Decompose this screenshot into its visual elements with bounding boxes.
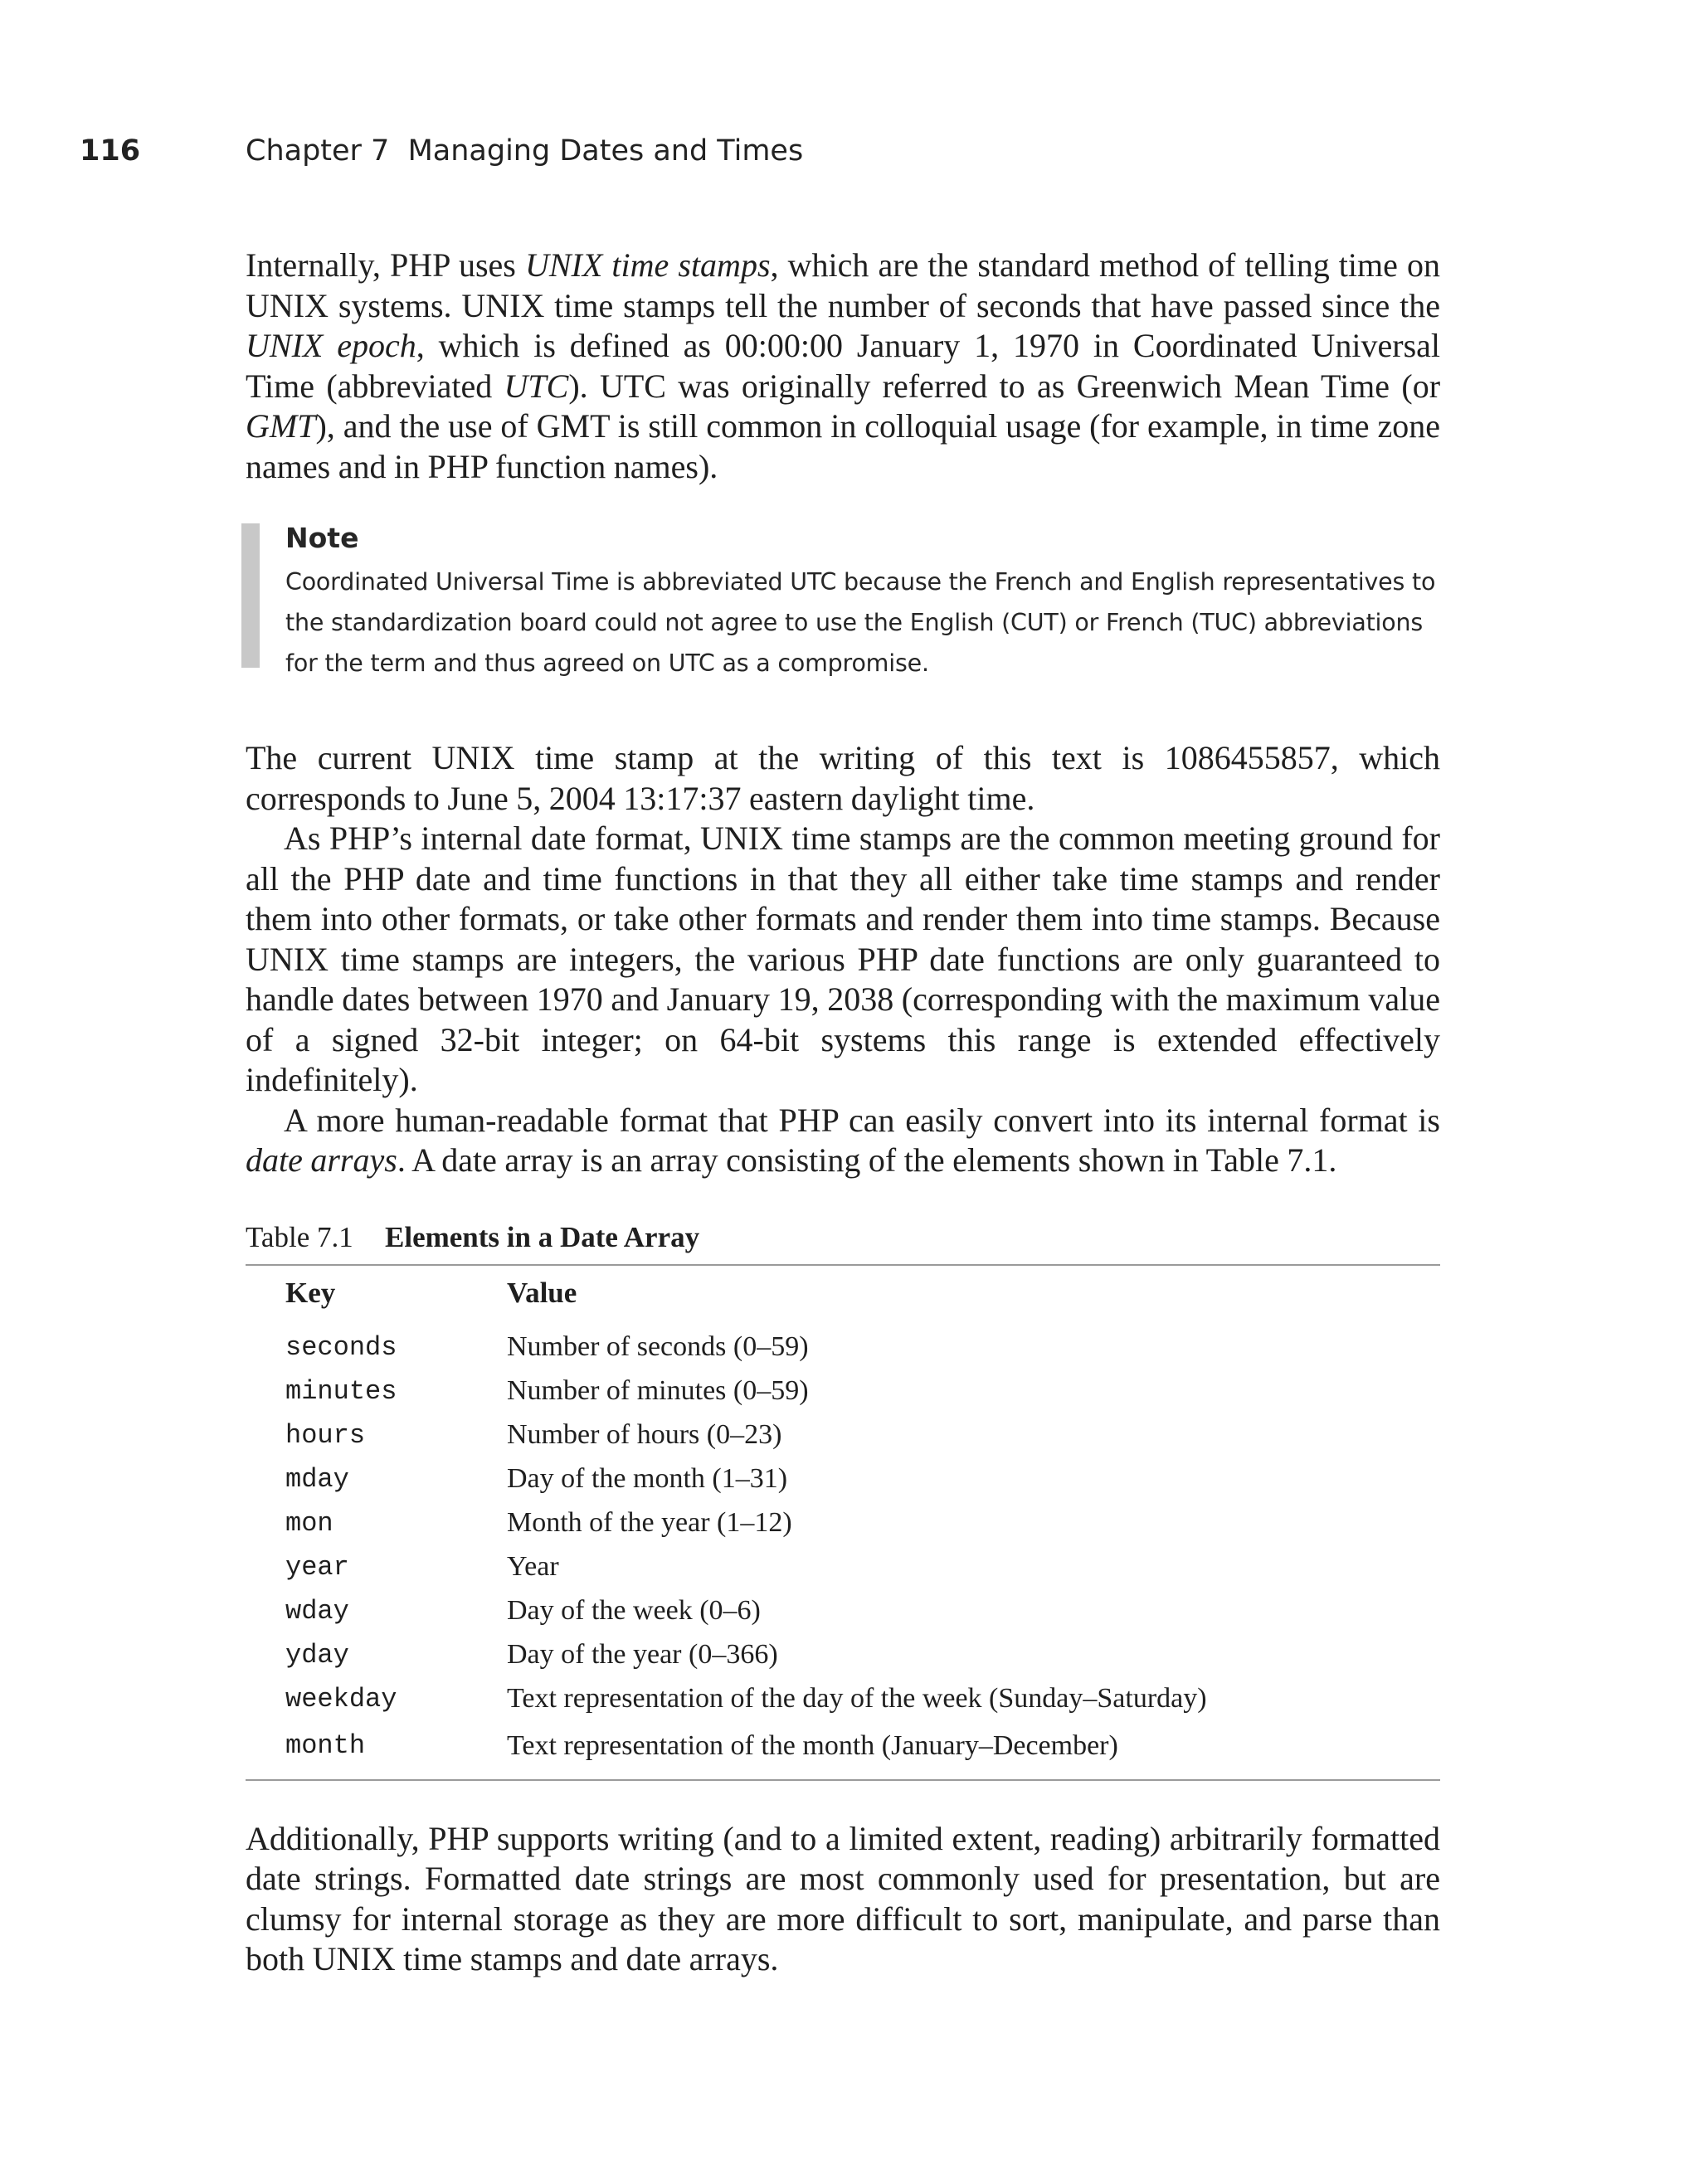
page-content [246, 246, 1440, 1980]
row-key: seconds [285, 1331, 397, 1363]
table-number: Table 7.1 [246, 1220, 353, 1253]
note-body: Coordinated Universal Time is abbreviated UTC because the French and English representatives to the standardization board could not agree to use the English (CUT) or French (TUC) abbreviations for the term and thus agreed on UTC as a compromise. [285, 568, 1436, 677]
date-array-table [246, 1264, 1440, 1781]
row-key: yday [285, 1639, 349, 1671]
row-value: Month of the year (1–12) [507, 1507, 792, 1538]
internal-format-paragraph: As PHP’s internal date format, UNIX time stamps are the common meeting ground for all the PHP date and time functions in that they all either take time stamps and render them into other formats, or take other formats and render them into time stamps. Because UNIX time stamps are integers, the various PHP date functions are only guaranteed to handle dates between 1970 and January 19, 2038 (corresponding with the maximum value of a signed 32-bit integer; on 64-bit systems this range is extended effectively indefinitely). [246, 820, 1440, 1098]
date-arrays-text-2: . A date array is an array consisting of the elements shown in Table 7.1. [397, 1141, 1337, 1179]
date-arrays-text-1: A more human-readable format that PHP can easily convert into its internal format is [284, 1101, 1440, 1139]
header-key: Key [285, 1276, 336, 1309]
intro-text-5: ), and the use of GMT is still common in colloquial usage (for example, in time zone names and in PHP function names). [246, 407, 1440, 485]
term-utc: UTC [504, 367, 569, 405]
note-sidebar-bar [241, 523, 260, 668]
row-key: month [285, 1730, 366, 1761]
table-row [246, 1501, 1440, 1545]
table-row [246, 1721, 1440, 1780]
table-row [246, 1457, 1440, 1501]
row-value: Day of the month (1–31) [507, 1463, 788, 1494]
row-value: Year [507, 1551, 559, 1582]
row-key: wday [285, 1595, 349, 1627]
term-gmt: GMT [246, 407, 316, 445]
term-date-arrays: date arrays [246, 1141, 397, 1179]
term-unix-time-stamps: UNIX time stamps [524, 246, 771, 284]
row-key: year [285, 1551, 349, 1583]
row-value: Number of hours (0–23) [507, 1419, 782, 1450]
intro-text-1: Internally, PHP uses [246, 246, 525, 284]
row-key: weekday [285, 1683, 397, 1715]
table-row [246, 1677, 1440, 1721]
intro-text-4: ). UTC was originally referred to as Greenwich Mean Time (or [568, 367, 1441, 405]
table-title: Elements in a Date Array [385, 1220, 700, 1253]
table-header-row [246, 1265, 1440, 1321]
timestamp-paragraph: The current UNIX time stamp at the writing of this text is 1086455857, which corresponds to June 5, 2004 13:17:37 eastern daylight time. [246, 739, 1440, 817]
note-box [246, 520, 1440, 683]
row-key: minutes [285, 1375, 397, 1407]
intro-paragraph [246, 246, 1440, 487]
note-title: Note [285, 522, 359, 554]
table-row [246, 1413, 1440, 1457]
row-key: hours [285, 1419, 366, 1451]
table-row [246, 1633, 1440, 1677]
row-value: Number of minutes (0–59) [507, 1375, 809, 1406]
table-body [246, 1321, 1440, 1780]
row-value: Text representation of the day of the week (Sunday–Saturday) [507, 1683, 1207, 1714]
intro-text-3: , which is defined as 00:00:00 January 1, 1970 in Coordinated Universal Time (abbreviated [246, 327, 1440, 405]
row-value: Day of the year (0–366) [507, 1639, 778, 1670]
row-key: mday [285, 1463, 349, 1495]
intro-text-2: , which are the standard method of telling time on UNIX systems. UNIX time stamps tell the number of seconds that have passed since the [246, 246, 1440, 324]
chapter-title: Chapter 7 Managing Dates and Times [246, 134, 804, 168]
row-value: Day of the week (0–6) [507, 1595, 761, 1626]
running-head [80, 134, 803, 168]
row-key: mon [285, 1507, 333, 1539]
table-row [246, 1545, 1440, 1589]
table-row [246, 1321, 1440, 1369]
formatted-strings-paragraph: Additionally, PHP supports writing (and to a limited extent, reading) arbitrarily formatted date strings. Formatted date strings are most commonly used for presentation, but are clumsy for internal storage as they are more difficult to sort, manipulate, and parse than both UNIX time stamps and date arrays. [246, 1819, 1440, 1977]
row-value: Text representation of the month (January–December) [507, 1729, 1118, 1761]
row-value: Number of seconds (0–59) [507, 1331, 809, 1362]
table-caption [246, 1219, 1440, 1256]
table-row [246, 1589, 1440, 1633]
table-row [246, 1369, 1440, 1413]
term-unix-epoch: UNIX epoch [246, 327, 416, 364]
header-value: Value [507, 1276, 577, 1309]
date-arrays-paragraph [246, 1101, 1440, 1181]
page-number: 116 [80, 134, 141, 168]
